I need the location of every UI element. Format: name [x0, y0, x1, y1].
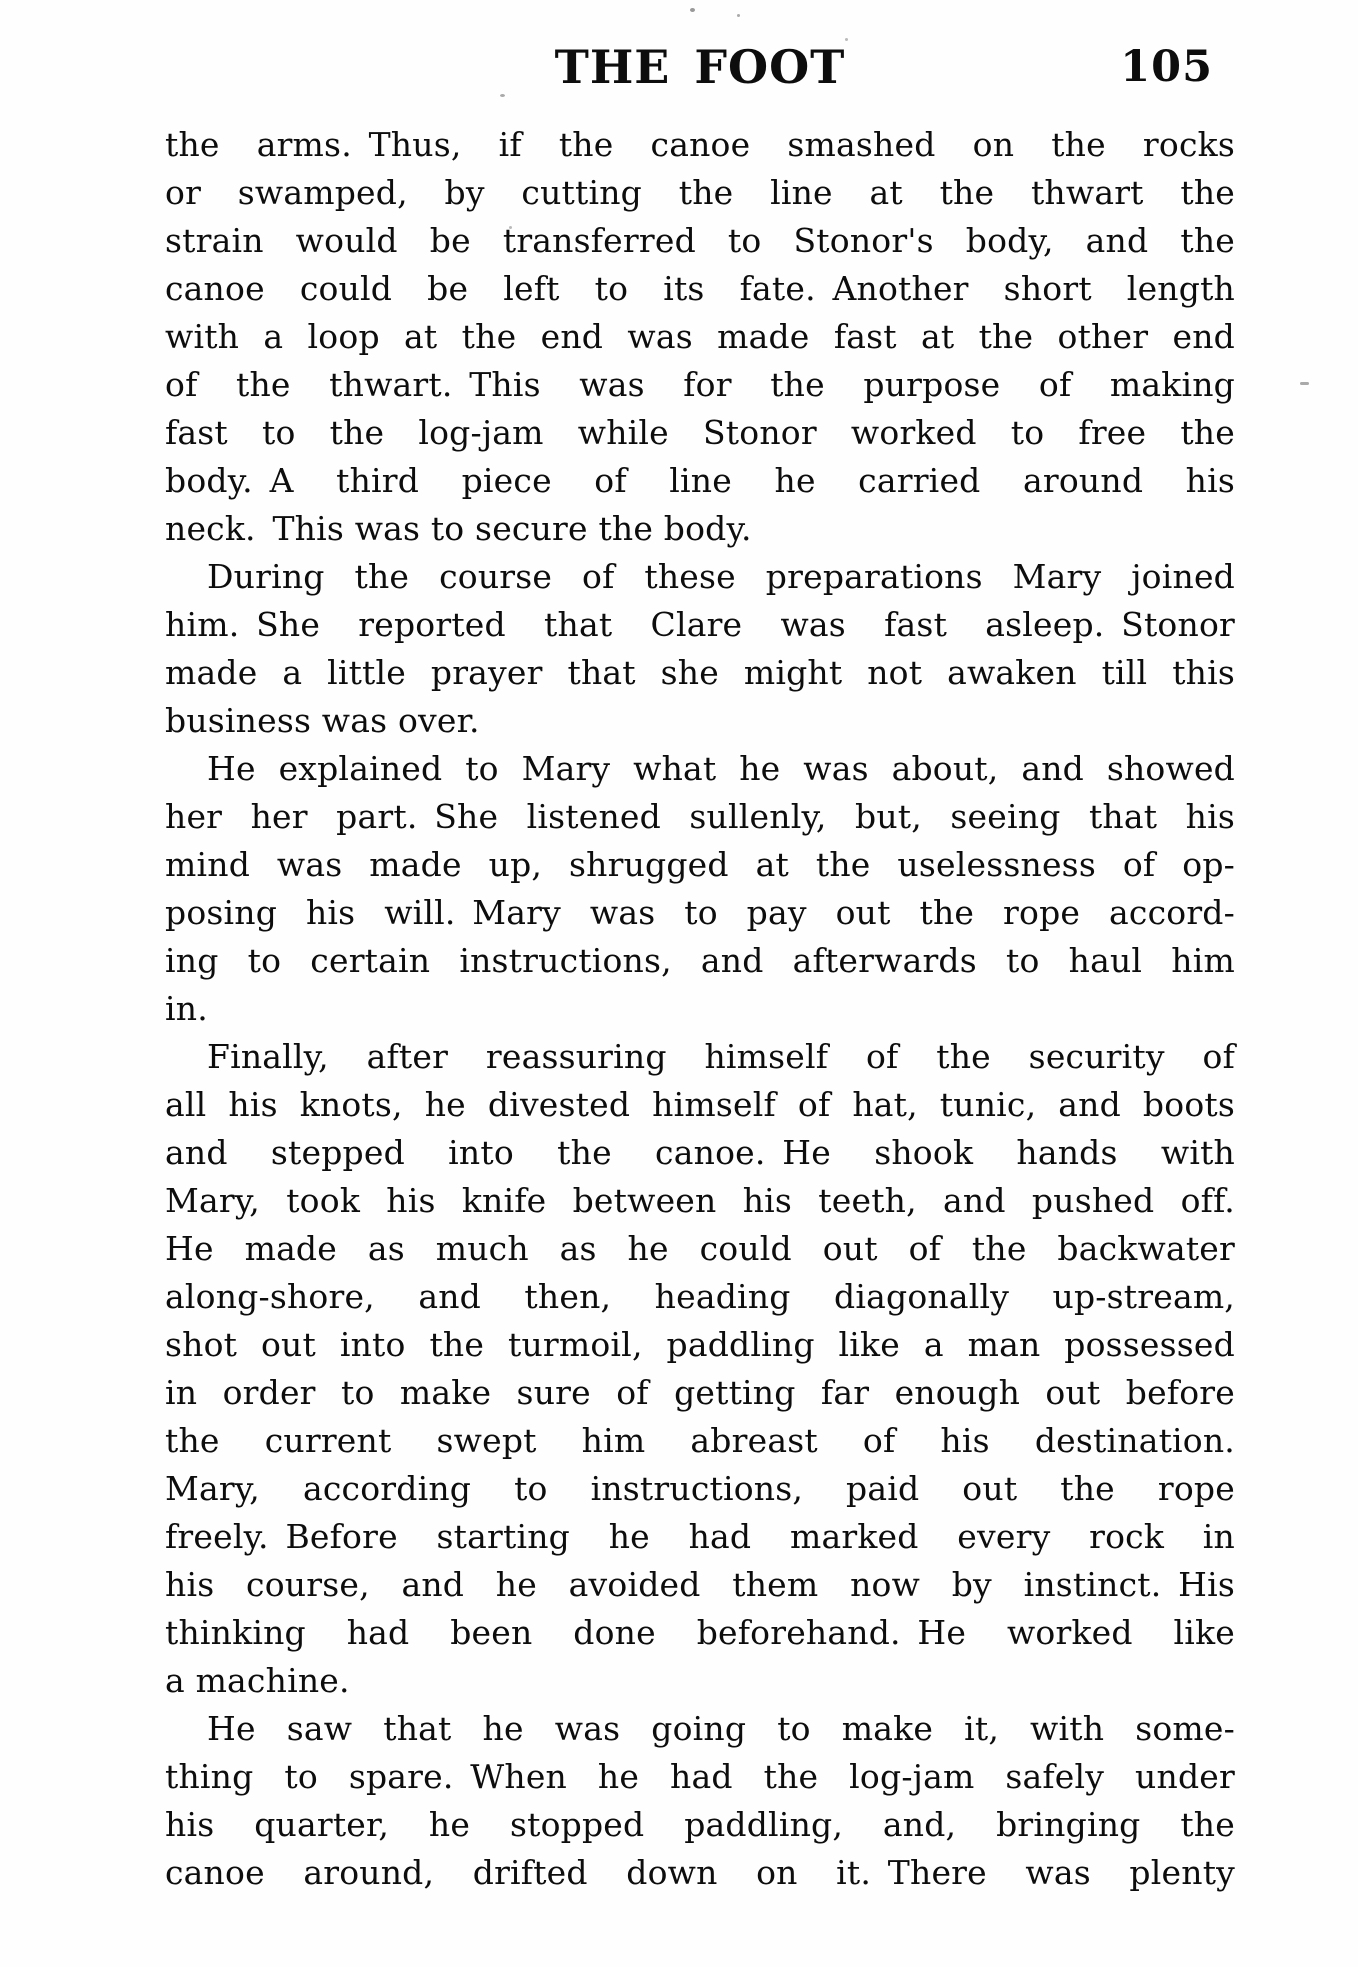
- text-line: of the thwart. This was for the purpose of making: [165, 365, 1235, 404]
- text-line: the current swept him abreast of his destination.: [165, 1421, 1235, 1460]
- text-line: posing his will. Mary was to pay out the rope accord-: [165, 893, 1235, 932]
- text-line: thinking had been done beforehand. He worked like: [165, 1613, 1235, 1652]
- text-line: He saw that he was going to make it, with some-: [207, 1709, 1235, 1748]
- page-text: [165, 121, 1235, 1897]
- text-line: neck. This was to secure the body.: [165, 509, 752, 548]
- text-line: and stepped into the canoe. He shook hands with: [165, 1133, 1235, 1172]
- text-line: He explained to Mary what he was about, and showed: [207, 749, 1235, 788]
- paragraph: [165, 745, 1235, 1033]
- text-line: his quarter, he stopped paddling, and, bringing the: [165, 1805, 1235, 1844]
- paragraph: [165, 1705, 1235, 1897]
- text-line: all his knots, he divested himself of hat, tunic, and boots: [165, 1085, 1235, 1124]
- ink-speck: [509, 226, 512, 229]
- paragraph: [165, 1033, 1235, 1705]
- ink-speck: [737, 14, 740, 17]
- text-line: He made as much as he could out of the backwater: [165, 1229, 1235, 1268]
- text-line: ing to certain instructions, and afterwards to haul him: [165, 941, 1235, 980]
- text-line: mind was made up, shrugged at the uselessness of op-: [165, 845, 1235, 884]
- ink-speck: [500, 94, 505, 97]
- text-line: canoe around, drifted down on it. There was plenty: [165, 1853, 1235, 1892]
- text-line: in order to make sure of getting far enough out before: [165, 1373, 1235, 1412]
- text-line: along-shore, and then, heading diagonally up-stream,: [165, 1277, 1235, 1316]
- text-line: strain would be transferred to Stonor's body, and the: [165, 221, 1235, 260]
- text-line: business was over.: [165, 701, 480, 740]
- ink-speck: [690, 8, 695, 12]
- text-line: or swamped, by cutting the line at the thwart the: [165, 173, 1235, 212]
- text-line: her her part. She listened sullenly, but, seeing that his: [165, 797, 1235, 836]
- text-line: fast to the log-jam while Stonor worked to free the: [165, 413, 1235, 452]
- paragraph: [165, 553, 1235, 745]
- page-number: 105: [1120, 42, 1213, 92]
- paragraph: [165, 121, 1235, 553]
- text-line: him. She reported that Clare was fast asleep. Stonor: [165, 605, 1235, 644]
- ink-speck: [845, 38, 848, 41]
- text-line: made a little prayer that she might not awaken till this: [165, 653, 1235, 692]
- text-line: the arms. Thus, if the canoe smashed on the rocks: [165, 125, 1235, 164]
- text-line: Mary, took his knife between his teeth, and pushed off.: [165, 1181, 1235, 1220]
- text-line: canoe could be left to its fate. Another short length: [165, 269, 1235, 308]
- text-line: During the course of these preparations Mary joined: [207, 557, 1235, 596]
- text-line: his course, and he avoided them now by instinct. His: [165, 1565, 1235, 1604]
- text-line: shot out into the turmoil, paddling like a man possessed: [165, 1325, 1235, 1364]
- text-line: body. A third piece of line he carried around his: [165, 461, 1235, 500]
- text-line: with a loop at the end was made fast at the other end: [165, 317, 1235, 356]
- text-line: thing to spare. When he had the log-jam safely under: [165, 1757, 1235, 1796]
- text-line: in.: [165, 989, 208, 1028]
- text-line: freely. Before starting he had marked every rock in: [165, 1517, 1235, 1556]
- text-line: a machine.: [165, 1661, 350, 1700]
- ink-speck: [1300, 382, 1309, 385]
- page-title: THE FOOT: [554, 40, 846, 94]
- page-header: [165, 34, 1235, 92]
- text-line: Finally, after reassuring himself of the security of: [207, 1037, 1235, 1076]
- text-line: Mary, according to instructions, paid out the rope: [165, 1469, 1235, 1508]
